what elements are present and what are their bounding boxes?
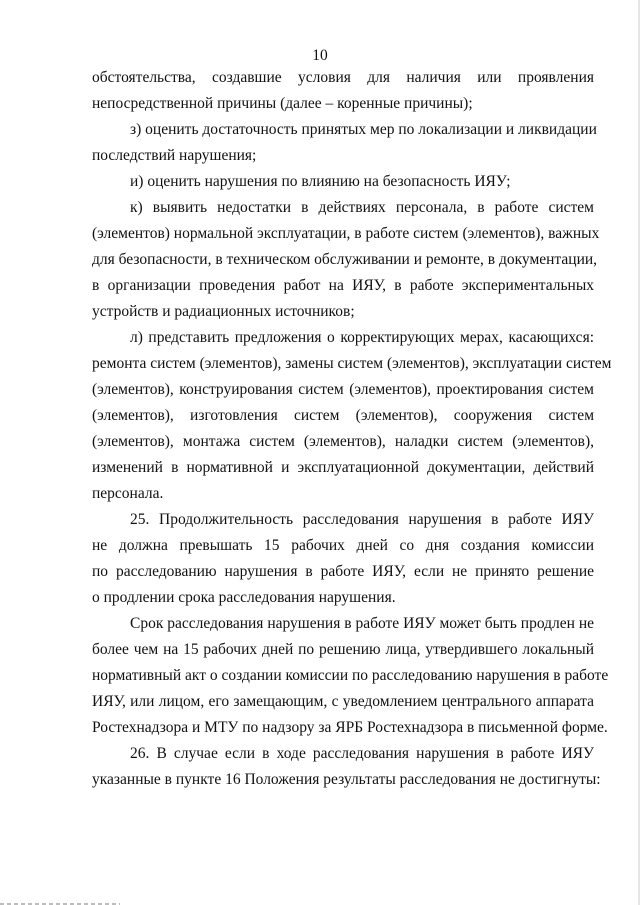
text-line: л) представить предложения о корректирующих мерах, касающихся: — [130, 329, 594, 346]
paragraph-25 — [92, 507, 594, 611]
text-line: (элементов), конструирования систем (элементов), проектирования систем — [92, 381, 594, 398]
text-line: ИЯУ, или лицом, его замещающим, с уведомлением центрального аппарата — [92, 693, 594, 710]
document-body — [92, 65, 612, 793]
text-line: непосредственной причины (далее – коренные причины); — [92, 95, 473, 112]
text-line: и) оценить нарушения по влиянию на безопасность ИЯУ; — [130, 173, 511, 190]
text-line: (элементов), монтажа систем (элементов), наладки систем (элементов), — [92, 433, 594, 450]
text-line: Ростехнадзора и МТУ по надзору за ЯРБ Ростехнадзора в письменной форме. — [92, 719, 608, 736]
text-line: в организации проведения работ на ИЯУ, в работе экспериментальных — [92, 277, 594, 294]
text-line: 26. В случае если в ходе расследования нарушения в работе ИЯУ — [130, 745, 594, 762]
text-line: последствий нарушения; — [92, 147, 257, 164]
paragraph-26 — [92, 741, 601, 793]
text-line: (элементов) нормальной эксплуатации, в работе систем (элементов), важных — [92, 225, 600, 242]
text-line: нормативный акт о создании комиссии по расследованию нарушения в работе — [92, 667, 609, 684]
text-line: к) выявить недостатки в действиях персонала, в работе систем — [130, 199, 594, 216]
page-number: 10 — [312, 47, 328, 64]
text-line: 25. Продолжительность расследования нарушения в работе ИЯУ — [130, 511, 594, 528]
paragraph-k — [92, 195, 600, 325]
text-line: для безопасности, в техническом обслуживании и ремонте, в документации, — [92, 251, 598, 268]
text-line: ремонта систем (элементов), замены систем (элементов), эксплуатации систем — [92, 355, 612, 372]
text-line: по расследованию нарушения в работе ИЯУ, если не принято решение — [92, 563, 594, 580]
paragraph-srok — [92, 611, 609, 741]
text-line: указанные в пункте 16 Положения результаты расследования не достигнуты: — [92, 771, 601, 788]
text-line: Срок расследования нарушения в работе ИЯУ может быть продлен не — [130, 615, 594, 632]
text-line: о продлении срока расследования нарушения. — [92, 589, 396, 606]
paragraph-zh-cont — [92, 65, 594, 117]
paragraph-z — [92, 117, 597, 169]
paragraph-i — [92, 169, 594, 195]
text-line: (элементов), изготовления систем (элементов), сооружения систем — [92, 407, 594, 424]
paragraph-l — [92, 325, 612, 507]
text-line: з) оценить достаточность принятых мер по локализации и ликвидации — [130, 121, 597, 138]
text-line: устройств и радиационных источников; — [92, 303, 355, 320]
text-line: обстоятельства, создавшие условия для наличия или проявления — [92, 69, 594, 86]
text-line: персонала. — [92, 485, 164, 502]
text-line: более чем на 15 рабочих дней по решению лица, утвердившего локальный — [92, 641, 594, 658]
text-line: не должна превышать 15 рабочих дней со дня создания комиссии — [92, 537, 594, 554]
text-line: изменений в нормативной и эксплуатационной документации, действий — [92, 459, 594, 476]
